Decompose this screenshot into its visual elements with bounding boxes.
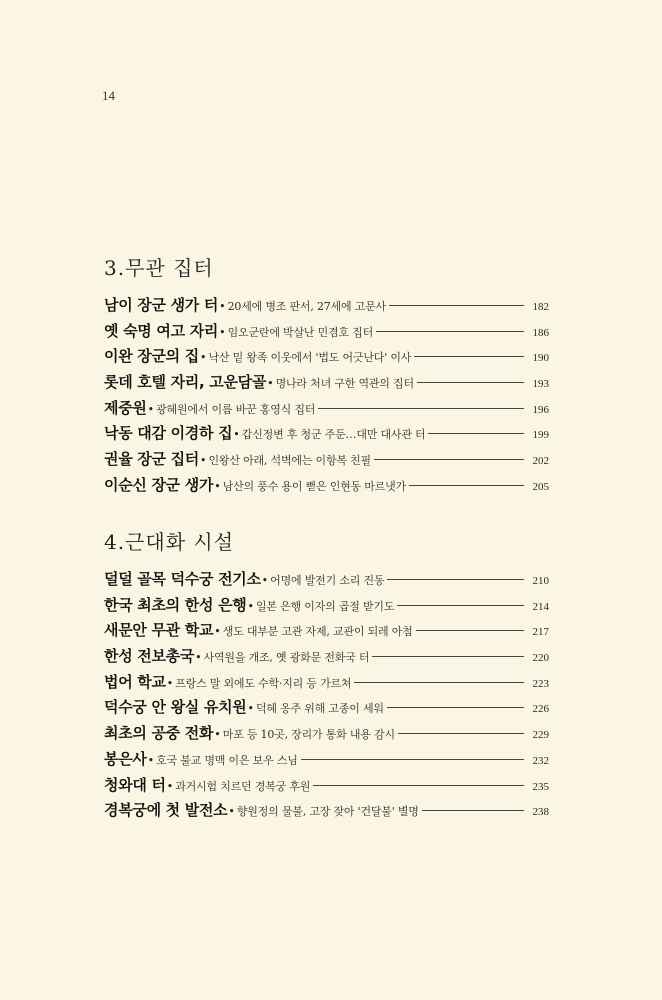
entry-description: 갑신정변 후 청군 주둔…대만 대사관 터 <box>241 428 426 442</box>
bullet-separator: • <box>200 351 207 365</box>
entry-page-number: 186 <box>532 326 549 339</box>
entry-title: 봉은사 <box>104 749 147 768</box>
entry-description: 마포 등 10곳, 장리가 통화 내용 감시 <box>222 728 395 742</box>
entry-title: 낙동 대감 이경하 집 <box>104 424 233 443</box>
toc-entry <box>104 645 549 671</box>
entry-page-number: 217 <box>532 626 549 639</box>
entry-title: 최초의 공중 전화 <box>104 724 214 743</box>
toc-entry <box>104 799 549 825</box>
entry-description: 광혜원에서 이름 바꾼 홍영식 집터 <box>156 402 316 416</box>
entry-page-number: 220 <box>532 652 549 665</box>
entry-page-number: 214 <box>532 600 549 613</box>
toc-list <box>104 568 549 825</box>
toc-entry <box>104 345 549 371</box>
leader-line <box>372 656 524 657</box>
entry-description: 인왕산 아래, 석벽에는 이항복 친필 <box>208 454 371 468</box>
entry-page-number: 229 <box>532 729 549 742</box>
entry-title: 덜덜 골목 덕수궁 전기소 <box>104 570 261 588</box>
entry-title: 옛 숙명 여고 자리 <box>104 321 219 340</box>
entry-description: 프랑스 말 외에도 수학·지리 등 가르쳐 <box>175 676 352 690</box>
bullet-separator: • <box>261 574 269 587</box>
entry-page-number: 202 <box>532 455 549 468</box>
entry-title: 한국 최초의 한성 은행 <box>104 595 247 614</box>
entry-page-number: 182 <box>532 301 549 313</box>
entry-title: 이순신 장군 생가 <box>104 475 214 494</box>
entry-description: 남산의 풍수 용이 뻗은 인현동 마르냇가 <box>222 479 406 493</box>
bullet-separator: • <box>166 779 174 793</box>
entry-title: 법어 학교 <box>104 672 166 691</box>
toc-entry <box>104 320 549 346</box>
toc-entry <box>104 448 549 474</box>
entry-page-number: 226 <box>532 703 549 716</box>
leader-line <box>397 605 524 606</box>
bullet-separator: • <box>200 454 207 468</box>
leader-line <box>387 579 524 580</box>
bullet-separator: • <box>147 753 155 767</box>
entry-description: 과거시험 치르던 경복궁 후원 <box>175 779 311 793</box>
entry-page-number: 196 <box>532 403 549 416</box>
entry-title: 제중원 <box>104 398 147 417</box>
leader-line <box>387 707 524 708</box>
bullet-separator: • <box>214 728 221 742</box>
toc-entry <box>104 422 549 448</box>
entry-title: 덕수궁 안 왕실 유치원 <box>104 698 247 717</box>
leader-line <box>414 356 524 357</box>
section-modernization-facilities <box>104 526 549 825</box>
leader-line <box>422 810 524 811</box>
page-number: 14 <box>102 88 115 103</box>
leader-line <box>374 459 524 460</box>
entry-page-number: 199 <box>532 429 549 442</box>
leader-line <box>376 331 524 332</box>
toc-entry <box>104 594 549 620</box>
entry-title: 이완 장군의 집 <box>104 347 199 366</box>
entry-description: 덕혜 옹주 위해 고종이 세워 <box>255 702 384 716</box>
entry-page-number: 238 <box>532 806 549 819</box>
entry-title: 남이 장군 생가 터 <box>104 296 219 314</box>
section-military-houses <box>104 252 549 500</box>
entry-description: 20세에 병조 판서, 27세에 고문사 <box>227 300 386 313</box>
entry-title: 롯데 호텔 자리, 고운담골 <box>104 373 267 392</box>
bullet-separator: • <box>195 651 202 665</box>
entry-description: 어명에 발전기 소리 진동 <box>270 574 385 587</box>
bullet-separator: • <box>219 325 226 339</box>
leader-line <box>398 733 524 734</box>
entry-page-number: 232 <box>532 754 549 767</box>
bullet-separator: • <box>147 402 155 416</box>
leader-line <box>318 408 524 409</box>
toc-entry <box>104 568 549 594</box>
entry-title: 청와대 터 <box>104 775 166 794</box>
entry-page-number: 235 <box>532 780 549 793</box>
entry-page-number: 210 <box>532 575 549 587</box>
toc-entry <box>104 474 549 500</box>
toc-entry <box>104 671 549 697</box>
entry-title: 경복궁에 첫 발전소 <box>104 801 228 820</box>
toc-entry <box>104 294 549 320</box>
entry-page-number: 205 <box>532 480 549 493</box>
entry-description: 일본 은행 이자의 곱절 받기도 <box>255 599 395 613</box>
bullet-separator: • <box>214 479 221 493</box>
entry-description: 향원정의 물불, 고장 잦아 '건달불' 별명 <box>236 805 419 819</box>
bullet-separator: • <box>214 625 221 639</box>
leader-line <box>313 785 524 786</box>
toc-entry <box>104 371 549 397</box>
leader-line <box>354 682 524 683</box>
toc-entry <box>104 397 549 423</box>
toc-entry <box>104 774 549 800</box>
entry-description: 명나라 처녀 구한 역관의 집터 <box>275 377 414 391</box>
entry-page-number: 193 <box>532 378 549 391</box>
toc-entry <box>104 619 549 645</box>
bullet-separator: • <box>247 599 254 613</box>
entry-page-number: 223 <box>532 677 549 690</box>
entry-description: 생도 대부분 고관 자제, 교관이 되레 아첨 <box>222 625 413 639</box>
entry-description: 임오군란에 박살난 민겸호 집터 <box>227 325 374 339</box>
toc-entry <box>104 696 549 722</box>
bullet-separator: • <box>166 676 174 690</box>
toc-entry <box>104 748 549 774</box>
entry-title: 한성 전보총국 <box>104 647 195 666</box>
entry-description: 호국 불교 명맥 이은 보우 스님 <box>156 753 298 767</box>
bullet-separator: • <box>233 428 240 442</box>
leader-line <box>409 485 524 486</box>
entry-title: 권율 장군 집터 <box>104 450 199 469</box>
bullet-separator: • <box>267 377 274 391</box>
bullet-separator: • <box>228 805 235 819</box>
leader-line <box>417 382 524 383</box>
toc-list <box>104 294 549 500</box>
section-heading: 3.무관 집터 <box>104 256 214 280</box>
bullet-separator: • <box>247 702 254 716</box>
section-heading: 4.근대화 시설 <box>104 530 235 554</box>
entry-title: 새문안 무관 학교 <box>104 621 214 640</box>
leader-line <box>416 630 524 631</box>
leader-line <box>301 759 524 760</box>
toc-entry <box>104 722 549 748</box>
entry-page-number: 190 <box>532 352 549 365</box>
entry-description: 사역원을 개조, 옛 광화문 전화국 터 <box>203 651 370 665</box>
bullet-separator: • <box>219 300 226 313</box>
entry-description: 낙산 밑 왕족 이웃에서 '법도 어긋난다' 이사 <box>208 351 412 365</box>
leader-line <box>428 433 524 434</box>
leader-line <box>389 305 524 306</box>
